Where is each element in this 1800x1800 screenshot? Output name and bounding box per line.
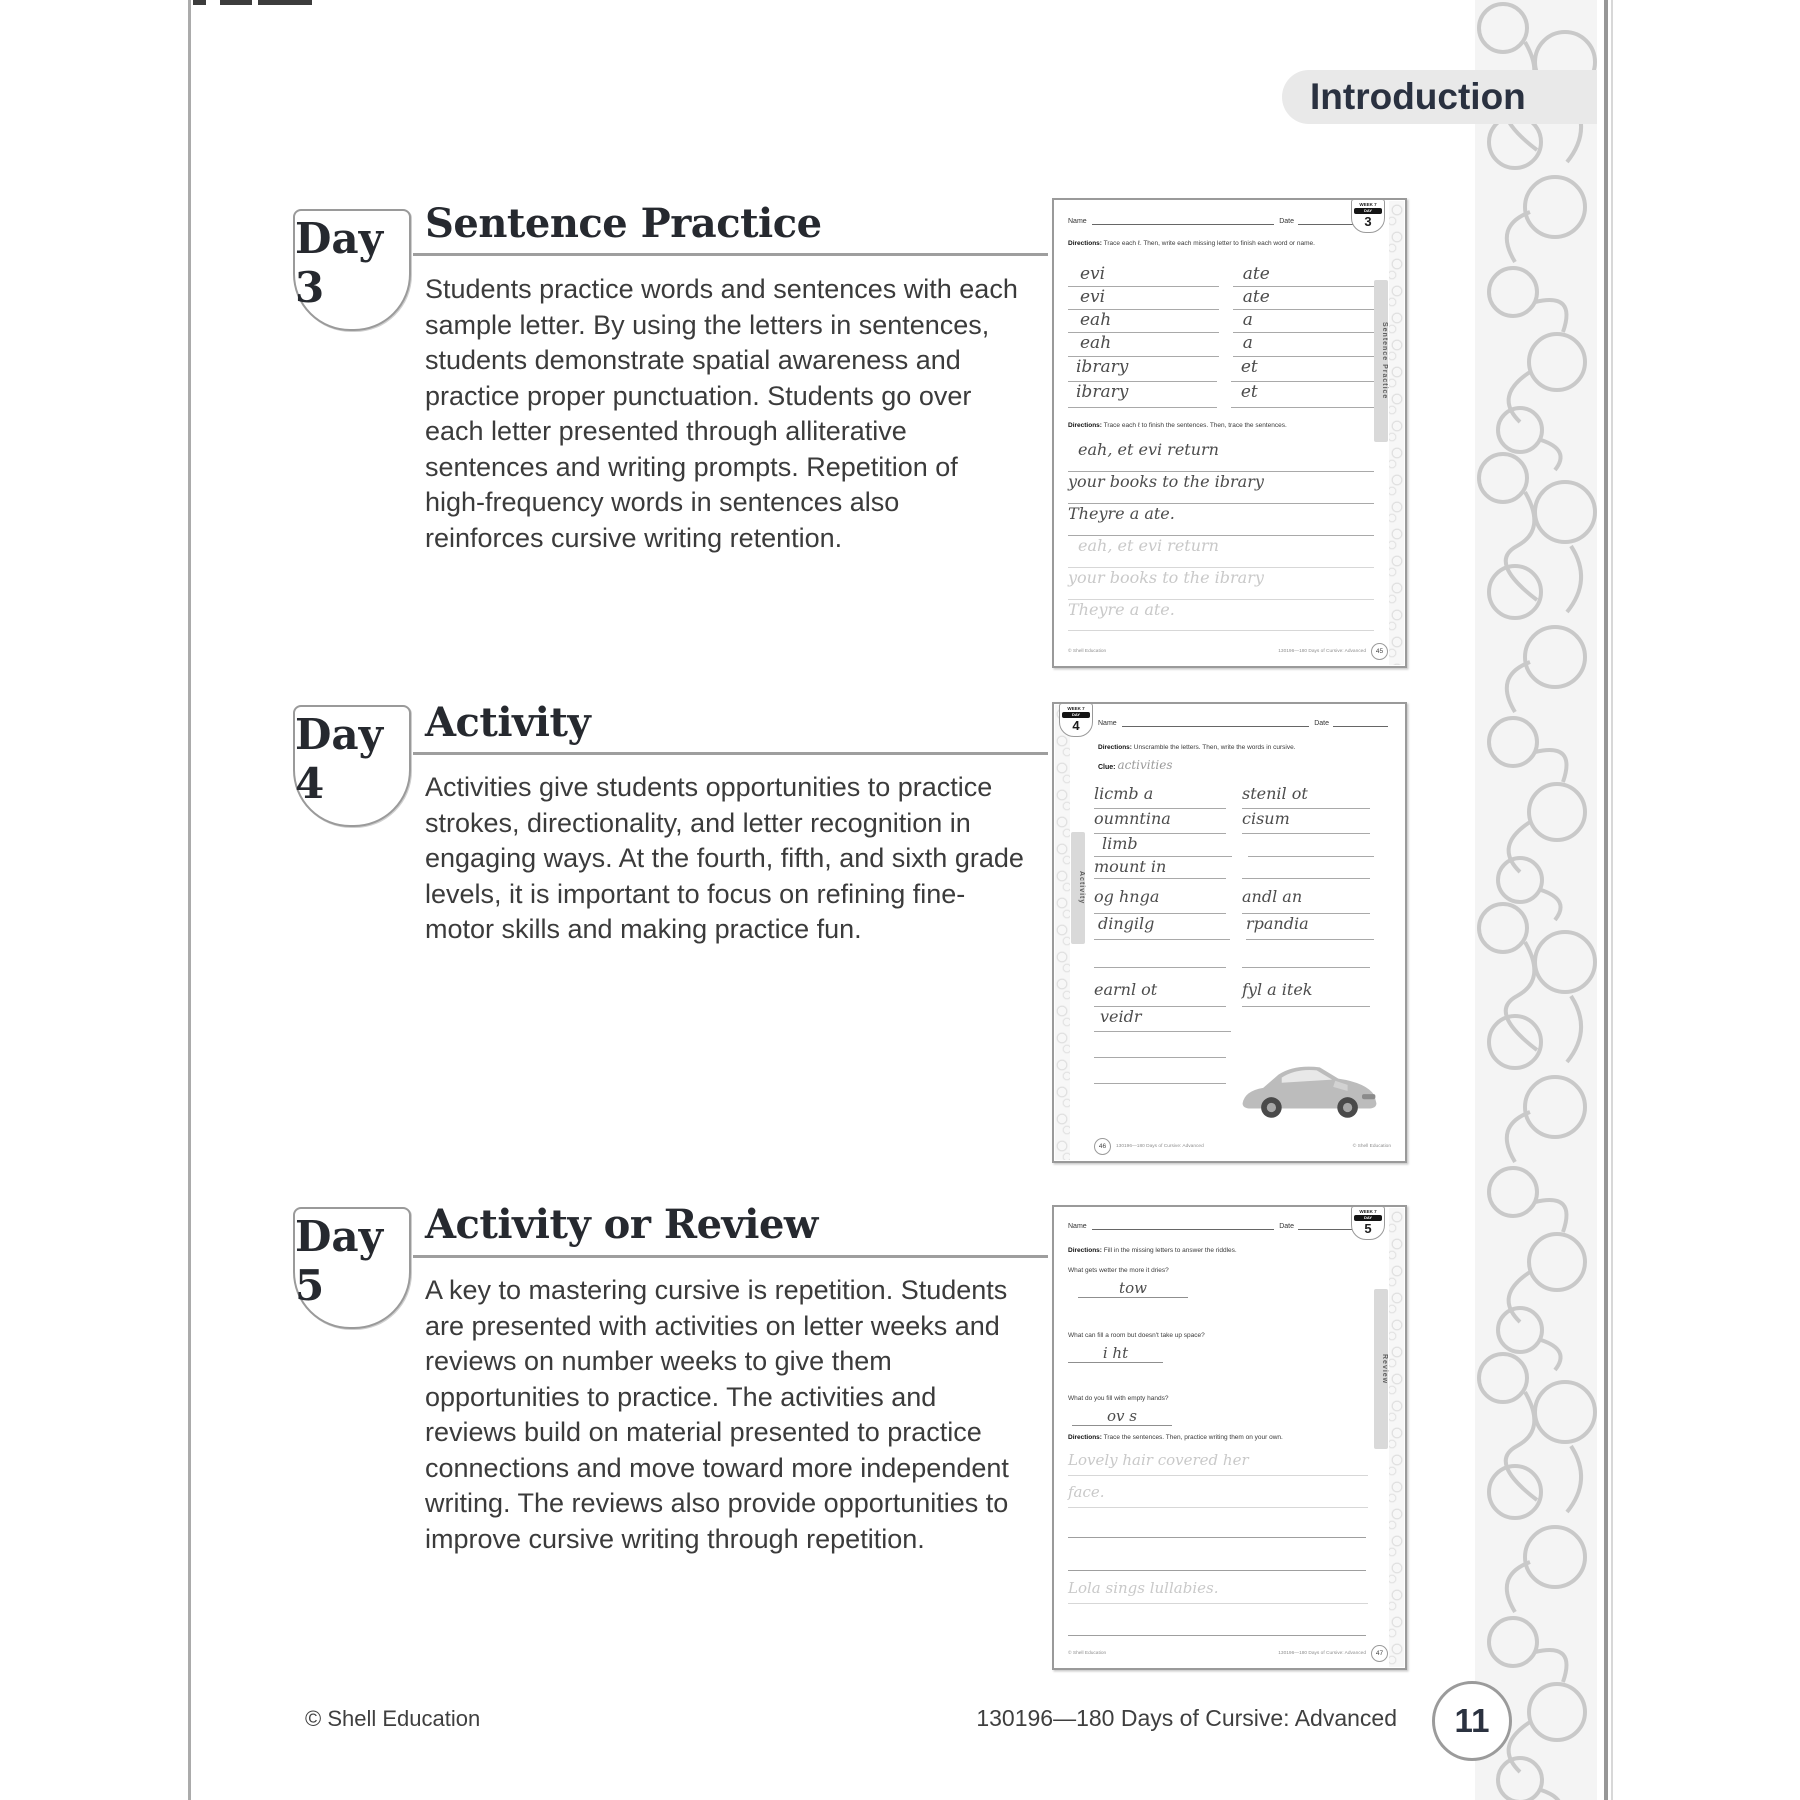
cursive-word: a	[1233, 310, 1374, 333]
day4-badge-label: Day 4	[295, 710, 384, 808]
unscramble-grid	[1094, 784, 1374, 1084]
practice-row	[1068, 333, 1374, 357]
name-label: Name	[1068, 218, 1087, 225]
day4-title: Activity	[425, 699, 591, 746]
sentence-practice-lines	[1068, 440, 1374, 631]
practice-row	[1094, 1007, 1374, 1032]
cursive-word: veidr	[1094, 1007, 1231, 1032]
worksheet-book-id: 130196—180 Days of Cursive: Advanced	[1278, 1651, 1366, 1656]
word-practice-grid	[1068, 264, 1374, 408]
directions-label: Directions:	[1068, 1247, 1102, 1254]
ghost-sentence: Theyre a ate.	[1068, 600, 1374, 631]
directions-text: Unscramble the letters. Then, write the words in cursive.	[1133, 744, 1296, 751]
day3-description: Students practice words and sentences with each sample letter. By using the letters in sentences, students demonstrate spatial awareness and practice proper punctuation. Students go over each letter presented through alliterative sentences and writing prompts. Repetition of high-frequency words in sentences also reinforces cursive writing retention.	[425, 274, 1018, 553]
worksheet-footer	[1068, 1645, 1388, 1662]
week-label: WEEK 7	[1359, 1209, 1377, 1214]
practice-row	[1094, 809, 1374, 834]
date-label: Date	[1314, 720, 1329, 727]
riddle-answer: tow	[1078, 1279, 1188, 1298]
blank-line	[1068, 1635, 1366, 1636]
cursive-word: limb	[1094, 834, 1232, 857]
page-title: Introduction	[1310, 76, 1526, 117]
cursive-word: et	[1231, 357, 1374, 382]
worksheet-page-number: 46	[1094, 1138, 1111, 1155]
cursive-word: stenil ot	[1242, 784, 1370, 809]
riddle-question: What do you fill with empty hands?	[1068, 1395, 1169, 1402]
worksheet-page-number: 47	[1371, 1645, 1388, 1662]
day5-rule	[413, 1255, 1048, 1258]
ghost-sentence: face.	[1068, 1483, 1368, 1508]
introduction-header-badge	[1282, 70, 1597, 124]
day3-title: Sentence Practice	[425, 200, 822, 247]
worksheet-footer	[1094, 1138, 1391, 1155]
cursive-word	[1242, 857, 1370, 879]
cursive-word: ate	[1233, 264, 1374, 287]
cursive-word: ate	[1233, 287, 1374, 310]
cursive-word: a	[1233, 333, 1374, 357]
footer-page-number: 11	[1454, 1702, 1490, 1739]
cursive-word: eah	[1068, 333, 1219, 357]
practice-row	[1094, 980, 1374, 1007]
directions-label: Directions:	[1068, 1434, 1102, 1441]
directions-label: Directions:	[1098, 744, 1132, 751]
day5-badge	[293, 1207, 411, 1329]
date-line	[1298, 216, 1353, 225]
ghost-sentence: Lovely hair covered her	[1068, 1451, 1368, 1476]
day4-badge	[293, 705, 411, 827]
worksheet-book-id: 130196—180 Days of Cursive: Advanced	[1116, 1144, 1204, 1149]
name-label: Name	[1068, 1223, 1087, 1230]
worksheet-thumbnail-day3	[1052, 198, 1407, 668]
cursive-word: rpandia	[1246, 914, 1374, 940]
worksheet-footer	[1068, 643, 1388, 660]
clue-label: Clue:	[1098, 764, 1116, 771]
day-bar: DAY	[1354, 1215, 1382, 1221]
cursive-word: evi	[1068, 264, 1219, 287]
day-number: 3	[1364, 214, 1372, 229]
date-label: Date	[1279, 1223, 1294, 1230]
footer-page-number-badge	[1432, 1681, 1512, 1761]
day5-description: A key to mastering cursive is repetition. Students are presented with activities on letter weeks and reviews on number weeks to give them opportunities to practice. The activities and reviews build on material presented to practice connections and move toward more independent writing. The reviews also provide opportunities to improve cursive writing through repetition.	[425, 1275, 1009, 1554]
practice-row	[1068, 287, 1374, 310]
blank-row	[1094, 940, 1374, 968]
footer-copyright: © Shell Education	[305, 1706, 481, 1731]
directions-1	[1098, 744, 1388, 752]
cursive-word: earnl ot	[1094, 980, 1226, 1007]
name-line	[1092, 1221, 1275, 1230]
cursive-word: evi	[1068, 287, 1219, 310]
name-date-row	[1098, 718, 1388, 727]
page-edge-left	[188, 0, 191, 1800]
cursive-word: licmb a	[1094, 784, 1226, 809]
day3-rule	[413, 253, 1048, 256]
cursive-word: eah	[1068, 310, 1219, 333]
worksheet-copyright: © Shell Education	[1068, 1651, 1107, 1656]
clue-word: activities	[1117, 758, 1173, 772]
name-label: Name	[1098, 720, 1117, 727]
scan-artifact	[220, 0, 252, 5]
day5-title: Activity or Review	[425, 1201, 818, 1248]
day-bar: DAY	[1354, 208, 1382, 214]
riddle-question: What can fill a room but doesn't take up space?	[1068, 1332, 1205, 1339]
worksheet-copyright: © Shell Education	[1068, 649, 1107, 654]
blank-line	[1094, 940, 1226, 968]
day3-badge-label: Day 3	[295, 214, 384, 312]
day-number: 5	[1364, 1221, 1372, 1236]
traced-sentence: Theyre a ate.	[1068, 504, 1374, 536]
cursive-word	[1248, 834, 1374, 857]
blank-line	[1068, 1570, 1366, 1571]
directions-text: Trace each ℓ. Then, write each missing letter to finish each word or name.	[1103, 240, 1315, 247]
ghost-sentence: Lola sings lullabies.	[1068, 1579, 1368, 1604]
cursive-word: og hnga	[1094, 887, 1226, 914]
practice-row	[1094, 834, 1374, 857]
page-edge-right	[1604, 0, 1608, 1800]
practice-row	[1094, 784, 1374, 809]
riddle-answer: ov s	[1072, 1407, 1172, 1426]
directions-label: Directions:	[1068, 240, 1102, 247]
week-day-badge	[1351, 1206, 1385, 1240]
cursive-word: cisum	[1242, 809, 1370, 834]
cursive-word: dingilg	[1094, 914, 1230, 940]
name-line	[1092, 216, 1275, 225]
clue-row	[1098, 758, 1173, 772]
scan-artifact	[258, 0, 312, 5]
worksheet-book-id: 130196—180 Days of Cursive: Advanced	[1278, 649, 1366, 654]
cursive-word: oumntina	[1094, 809, 1226, 834]
worksheet-side-tab: Activity	[1071, 832, 1085, 944]
swirl-pattern-icon	[1475, 0, 1597, 1800]
worksheet-pattern-edge	[1055, 705, 1070, 1160]
worksheet-side-tab: Review	[1374, 1289, 1388, 1449]
empty-cell	[1247, 1007, 1374, 1032]
practice-row	[1068, 357, 1374, 382]
worksheet-side-tab: Sentence Practice	[1374, 280, 1388, 442]
day4-description: Activities give students opportunities to practice strokes, directionality, and letter recognition in engaging ways. At the fourth, fifth, and sixth grade levels, it is important to focus on refining fine-motor skills and making practice fun.	[425, 772, 1024, 944]
ghost-sentence: eah, et evi return	[1068, 536, 1374, 568]
worksheet-thumbnail-day4	[1052, 702, 1407, 1163]
day5-badge-label: Day 5	[295, 1212, 384, 1310]
practice-row	[1068, 310, 1374, 333]
day3-badge	[293, 209, 411, 331]
ghost-sentence: your books to the ibrary	[1068, 568, 1374, 600]
practice-row	[1094, 857, 1374, 879]
directions-1	[1068, 240, 1358, 248]
traced-sentence: eah, et evi return	[1068, 440, 1374, 472]
name-line	[1122, 718, 1310, 727]
day-bar: DAY	[1062, 712, 1090, 718]
blank-line	[1068, 1537, 1366, 1538]
practice-row	[1094, 887, 1374, 914]
day-number: 4	[1072, 718, 1080, 733]
decorative-swirl-border	[1475, 0, 1597, 1800]
page-edge-right-light	[1611, 0, 1613, 1800]
worksheet-pattern-edge	[1389, 201, 1404, 665]
cursive-word: et	[1231, 382, 1374, 408]
directions-text: Trace each ℓ to finish the sentences. Then, trace the sentences.	[1103, 422, 1287, 429]
car-icon	[1232, 1056, 1387, 1126]
week-day-badge	[1351, 199, 1385, 233]
cursive-word: mount in	[1094, 857, 1226, 879]
cursive-word: ibrary	[1068, 357, 1217, 382]
practice-row	[1094, 914, 1374, 940]
practice-row	[1068, 382, 1374, 408]
worksheet-copyright: © Shell Education	[1352, 1144, 1391, 1149]
blank-line	[1094, 1032, 1226, 1058]
date-label: Date	[1279, 218, 1294, 225]
cursive-word: fyl a itek	[1242, 980, 1370, 1007]
worksheet-thumbnail-day5	[1052, 1205, 1407, 1670]
riddle-question: What gets wetter the more it dries?	[1068, 1267, 1169, 1274]
traced-sentence: your books to the ibrary	[1068, 472, 1374, 504]
car-image	[1232, 1056, 1387, 1131]
footer-book-id: 130196—180 Days of Cursive: Advanced	[976, 1705, 1397, 1731]
directions-1	[1068, 1247, 1363, 1255]
cursive-word: ibrary	[1068, 382, 1217, 408]
week-label: WEEK 7	[1067, 706, 1085, 711]
worksheet-page-number: 45	[1371, 643, 1388, 660]
riddle-answer: i ht	[1068, 1344, 1163, 1363]
name-date-row	[1068, 216, 1353, 225]
week-day-badge	[1059, 703, 1093, 737]
week-label: WEEK 7	[1359, 202, 1377, 207]
blank-line	[1242, 940, 1370, 968]
practice-row	[1068, 264, 1374, 287]
day4-rule	[413, 752, 1048, 755]
directions-label: Directions:	[1068, 422, 1102, 429]
directions-2	[1068, 422, 1368, 430]
directions-text: Trace the sentences. Then, practice writing them on your own.	[1103, 1434, 1283, 1441]
directions-2	[1068, 1434, 1368, 1442]
blank-line	[1094, 1058, 1226, 1084]
blank-row	[1094, 1032, 1374, 1058]
scan-artifact	[193, 0, 206, 5]
date-line	[1298, 1221, 1353, 1230]
worksheet-pattern-edge	[1389, 1208, 1404, 1667]
date-line	[1333, 718, 1388, 727]
cursive-word: andl an	[1242, 887, 1370, 914]
directions-text: Fill in the missing letters to answer the riddles.	[1103, 1247, 1237, 1254]
name-date-row	[1068, 1221, 1353, 1230]
